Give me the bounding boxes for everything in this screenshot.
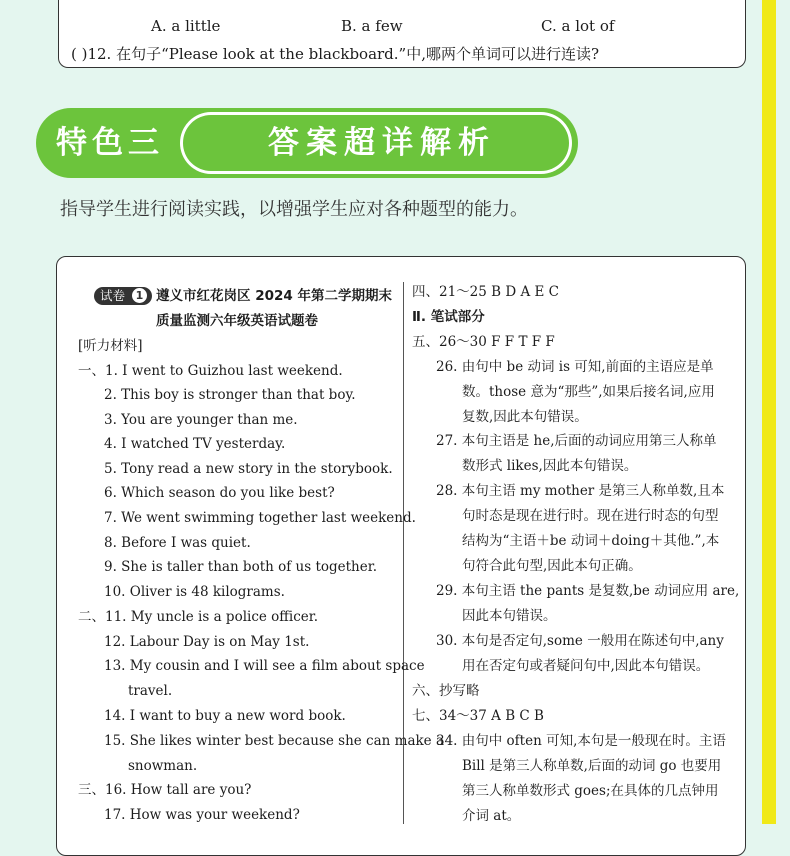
list-item: 一、1. I went to Guizhou last weekend.	[78, 363, 343, 379]
answer-line: 因此本句错误。	[462, 608, 557, 624]
list-item: 10. Oliver is 48 kilograms.	[104, 584, 285, 600]
exam-badge-label: 试卷	[100, 288, 126, 303]
listening-heading: [听力材料]	[78, 338, 143, 354]
list-item: 5. Tony read a new story in the storybook.	[104, 461, 393, 477]
exam-badge-number: 1	[132, 288, 147, 303]
answer-line: 数形式 likes,因此本句错误。	[462, 458, 638, 474]
list-item: 8. Before I was quiet.	[104, 535, 251, 551]
option-a: A. a little	[151, 17, 221, 35]
answer-line: 29. 本句主语 the pants 是复数,be 动词应用 are,	[436, 583, 740, 599]
answer-line: 五、26～30 F F T F F	[412, 334, 555, 350]
section-subtitle: 指导学生进行阅读实践，以增强学生应对各种题型的能力。	[60, 199, 528, 220]
answer-line: 27. 本句主语是 he,后面的动词应用第三人称单	[436, 433, 717, 449]
answer-line: 26. 由句中 be 动词 is 可知,前面的主语应是单	[436, 359, 714, 375]
list-item: 6. Which season do you like best?	[104, 485, 335, 501]
answer-line: 用在否定句或者疑问句中,因此本句错误。	[462, 658, 710, 674]
answer-line: 第三人称单数形式 goes;在具体的几点钟用	[462, 783, 719, 799]
answer-line: 六、抄写略	[412, 683, 480, 699]
banner-feature-label: 特色三	[56, 125, 164, 161]
option-c: C. a lot of	[541, 17, 615, 35]
answer-line: 句时态是现在进行时。现在进行时态的句型	[462, 508, 719, 524]
exam-badge	[94, 287, 152, 305]
answer-line: 30. 本句是否定句,some 一般用在陈述句中,any	[436, 633, 724, 649]
answer-line: 28. 本句主语 my mother 是第三人称单数,且本	[436, 483, 725, 499]
list-item: 3. You are younger than me.	[104, 412, 298, 428]
answer-line: 复数,因此本句错误。	[462, 409, 588, 425]
answer-line: 数。those 意为“那些”,如果后接名词,应用	[462, 384, 715, 400]
question-12: ( )12. 在句子“Please look at the blackboard.”中,哪两个单词可以进行连读?	[71, 45, 600, 63]
list-item: 9. She is taller than both of us together.	[104, 559, 377, 575]
yellow-edge-strip	[762, 0, 776, 824]
answer-line: 七、34～37 A B C B	[412, 708, 544, 724]
list-item: 三、16. How tall are you?	[78, 782, 252, 798]
list-item: 17. How was your weekend?	[104, 807, 300, 823]
exam-title-line2: 质量监测六年级英语试题卷	[156, 313, 318, 329]
answer-line: 介词 at。	[462, 808, 521, 824]
list-item: 4. I watched TV yesterday.	[104, 436, 286, 452]
answer-line: 结构为“主语＋be 动词＋doing＋其他.”,本	[462, 533, 720, 549]
list-item: 7. We went swimming together last weekend.	[104, 510, 416, 526]
list-item: 13. My cousin and I will see a film about space	[104, 658, 425, 674]
list-item: 15. She likes winter best because she can make a	[104, 733, 445, 749]
exam-title-line1: 遵义市红花岗区 2024 年第二学期期末	[156, 288, 392, 304]
answer-line: 句符合此句型,因此本句正确。	[462, 558, 642, 574]
list-item: 12. Labour Day is on May 1st.	[104, 634, 310, 650]
list-item: travel.	[128, 683, 173, 699]
question-card	[58, 0, 746, 68]
option-b: B. a few	[341, 17, 403, 35]
answer-line: 34. 由句中 often 可知,本句是一般现在时。主语	[436, 733, 726, 749]
list-item: 二、11. My uncle is a police officer.	[78, 609, 319, 625]
section-heading: Ⅱ. 笔试部分	[412, 309, 485, 325]
list-item: 14. I want to buy a new word book.	[104, 708, 346, 724]
list-item: snowman.	[128, 758, 198, 774]
banner-title: 答案超详解析	[268, 125, 496, 161]
list-item: 2. This boy is stronger than that boy.	[104, 387, 356, 403]
answer-line: 四、21～25 B D A E C	[412, 284, 559, 300]
answer-line: Bill 是第三人称单数,后面的动词 go 也要用	[462, 758, 722, 774]
